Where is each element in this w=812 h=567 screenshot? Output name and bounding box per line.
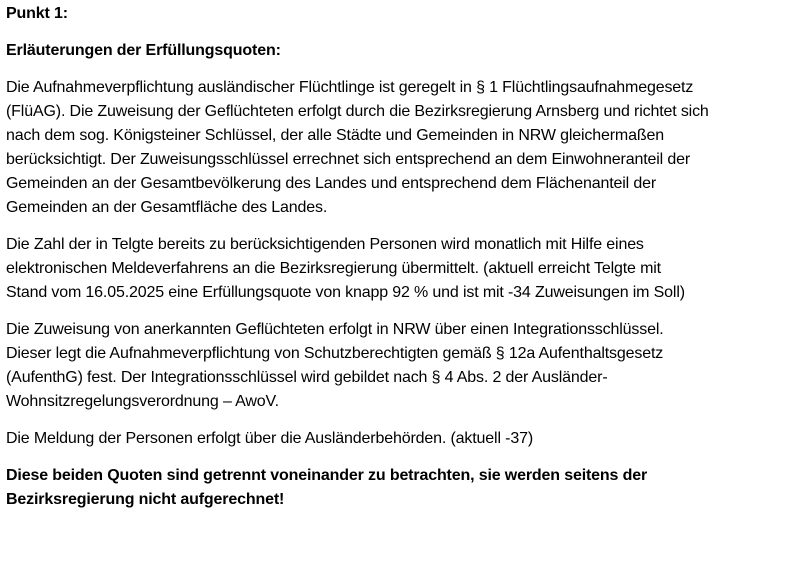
spacer <box>6 451 806 464</box>
paragraph-integration-key <box>6 318 806 414</box>
paragraph-line: (FlüAG). Die Zuweisung der Geflüchteten erfolgt durch die Bezirksregierung Arnsberg und richtet sich <box>6 103 709 120</box>
paragraph-line: (AufenthG) fest. Der Integrationsschlüssel wird gebildet nach § 4 Abs. 2 der Ausländer- <box>6 369 608 386</box>
paragraph-telgte-quota <box>6 233 806 305</box>
conclusion-line: Diese beiden Quoten sind getrennt voneinander zu betrachten, sie werden seitens der <box>6 467 648 484</box>
spacer <box>6 414 806 427</box>
paragraph-line: Stand vom 16.05.2025 eine Erfüllungsquote von knapp 92 % und ist mit -34 Zuweisungen im Soll) <box>6 284 685 301</box>
paragraph-line: berücksichtigt. Der Zuweisungsschlüssel errechnet sich entsprechend an dem Einwohneranteil der <box>6 151 691 168</box>
paragraph-line: Gemeinden an der Gesamtfläche des Landes. <box>6 199 328 216</box>
paragraph-reporting <box>6 427 806 451</box>
paragraph-line: Die Meldung der Personen erfolgt über die Ausländerbehörden. (aktuell -37) <box>6 430 534 447</box>
paragraph-line: Dieser legt die Aufnahmeverpflichtung von Schutzberechtigten gemäß § 12a Aufenthaltsgesetz <box>6 345 664 362</box>
paragraph-line: nach dem sog. Königsteiner Schlüssel, der alle Städte und Gemeinden in NRW gleichermaßen <box>6 127 664 144</box>
spacer <box>6 220 806 233</box>
spacer <box>6 26 806 39</box>
paragraph-line: Gemeinden an der Gesamtbevölkerung des Landes und entsprechend dem Flächenanteil der <box>6 175 657 192</box>
paragraph-legal-basis <box>6 76 806 220</box>
paragraph-line: Die Zahl der in Telgte bereits zu berücksichtigenden Personen wird monatlich mit Hilfe eines <box>6 236 644 253</box>
paragraph-line: Wohnsitzregelungsverordnung – AwoV. <box>6 393 279 410</box>
document-subheading: Erläuterungen der Erfüllungsquoten: <box>6 42 281 59</box>
document-heading: Punkt 1: <box>6 5 68 22</box>
paragraph-line: elektronischen Meldeverfahrens an die Bezirksregierung übermittelt. (aktuell erreicht Telgte mit <box>6 260 661 277</box>
conclusion-note <box>6 464 806 512</box>
conclusion-line: Bezirksregierung nicht aufgerechnet! <box>6 491 285 508</box>
document-page <box>6 2 806 512</box>
paragraph-line: Die Aufnahmeverpflichtung ausländischer Flüchtlinge ist geregelt in § 1 Flüchtlingsaufnahmegesetz <box>6 79 694 96</box>
spacer <box>6 305 806 318</box>
spacer <box>6 63 806 76</box>
paragraph-line: Die Zuweisung von anerkannten Geflüchteten erfolgt in NRW über einen Integrationsschlüssel. <box>6 321 664 338</box>
